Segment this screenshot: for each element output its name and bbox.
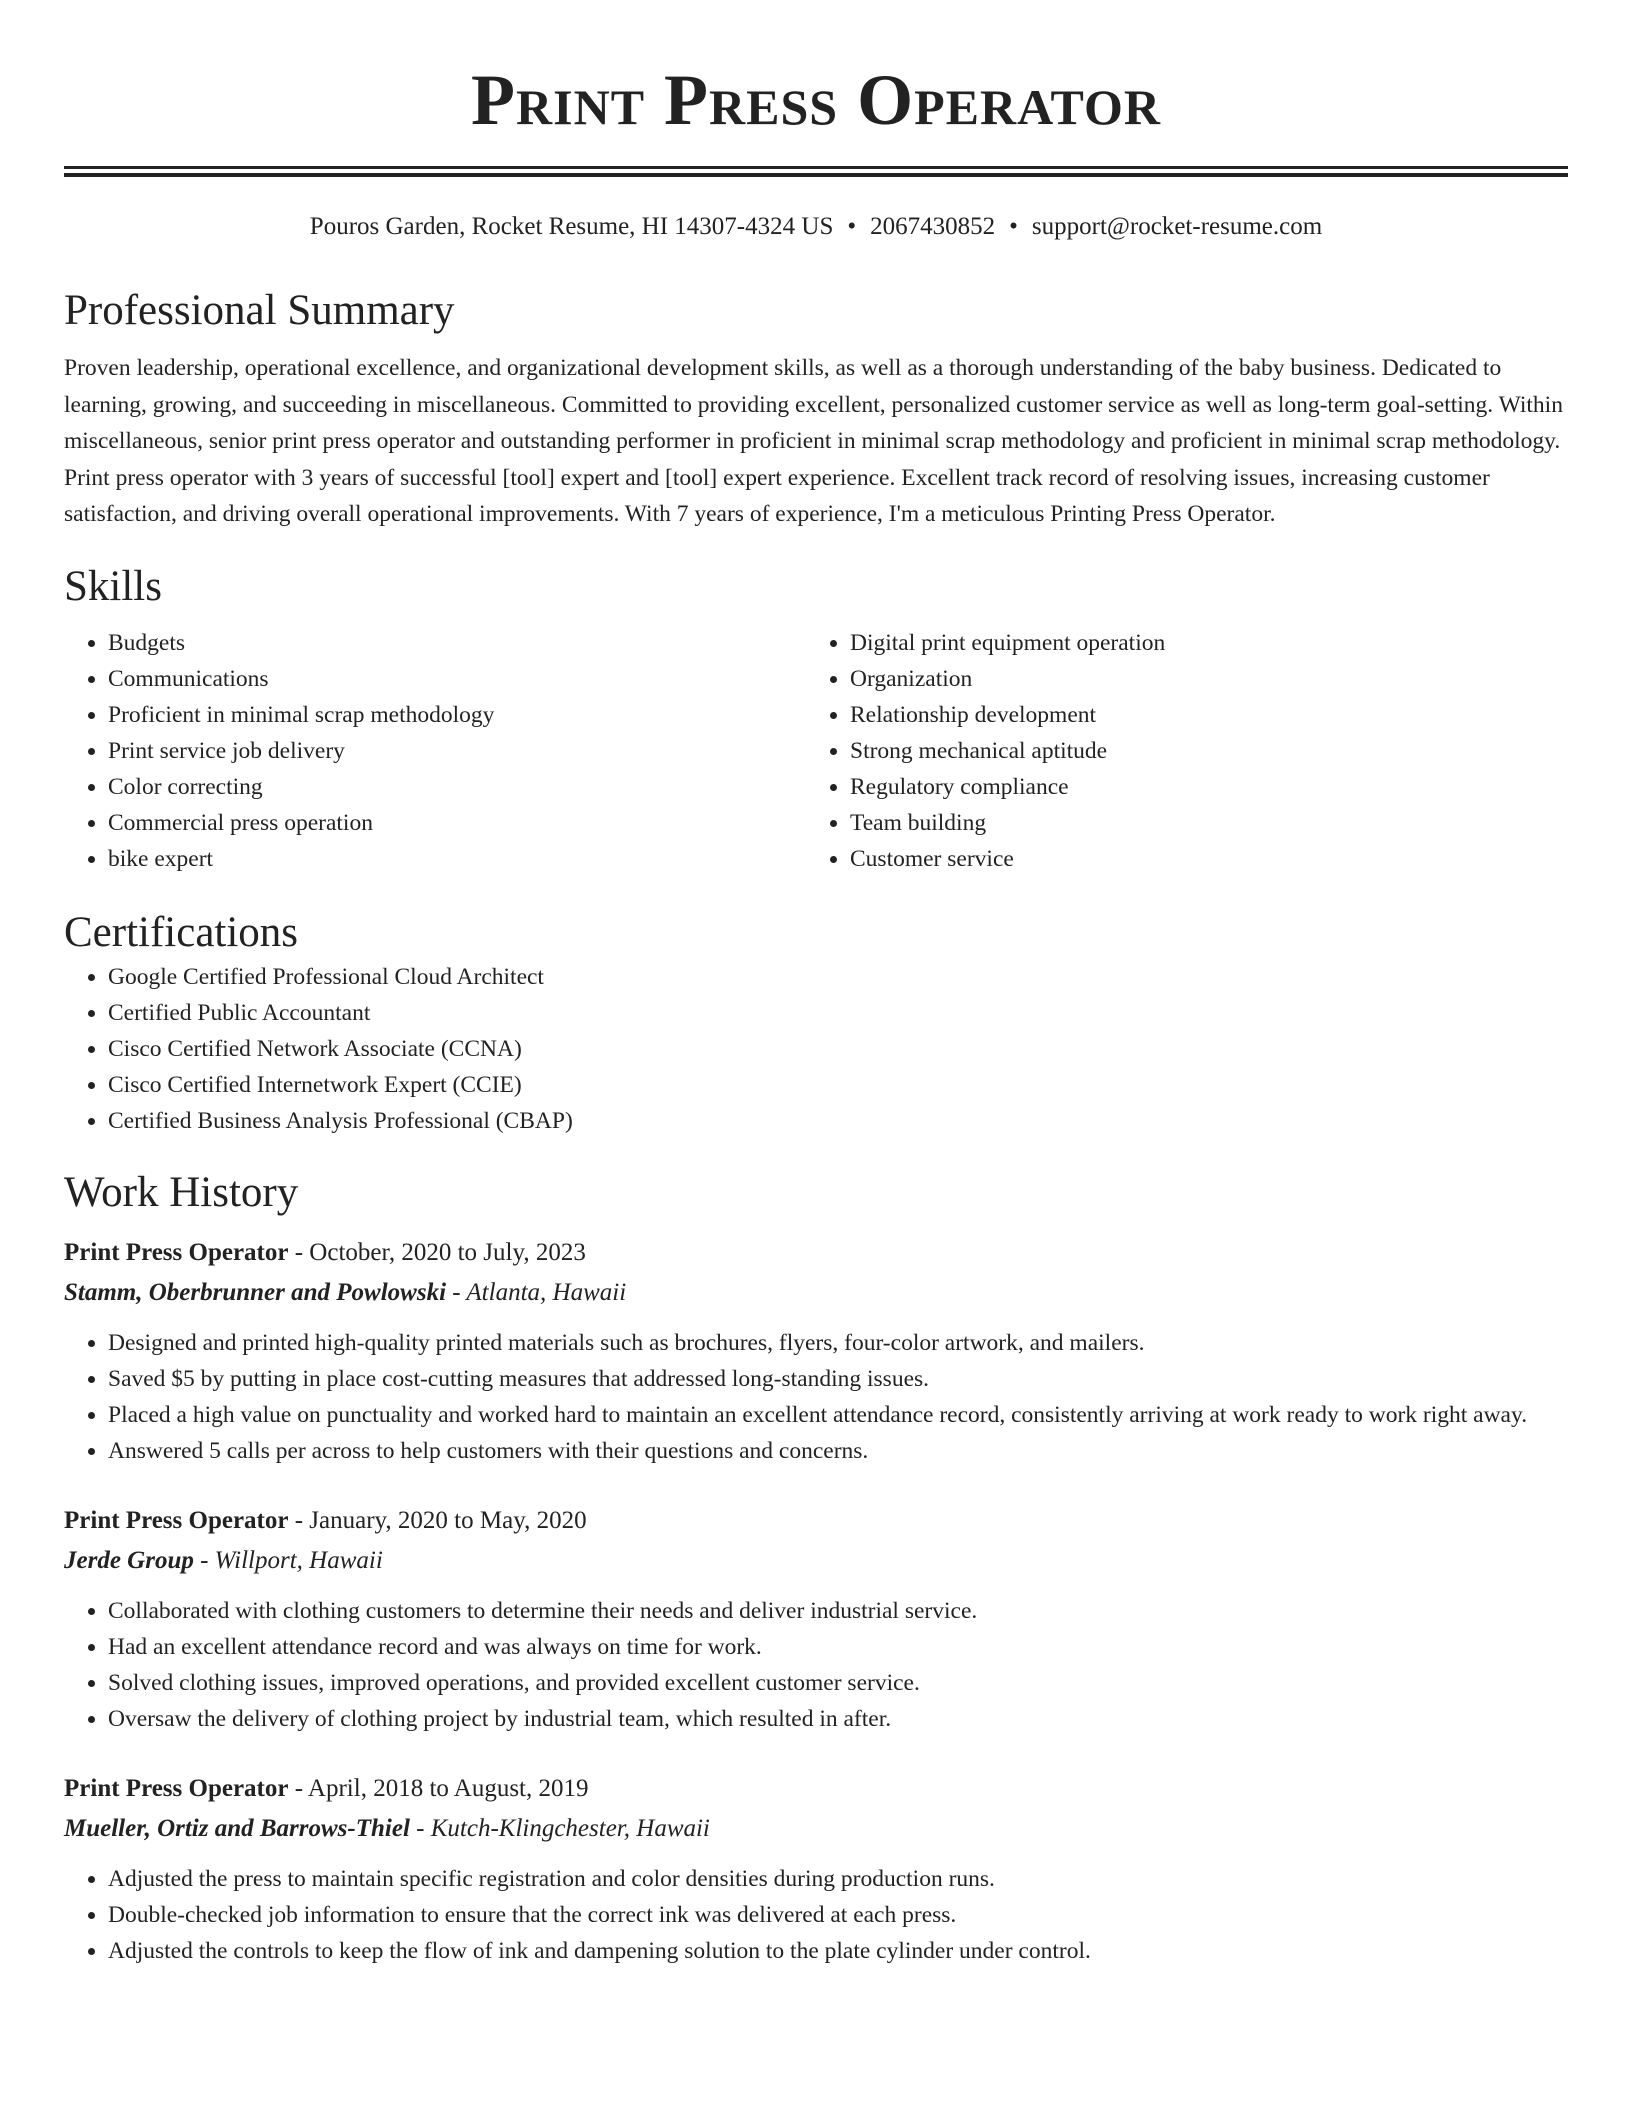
job-location: - Atlanta, Hawaii [446, 1278, 627, 1306]
job-dates: - January, 2020 to May, 2020 [288, 1506, 587, 1534]
contact-line [64, 211, 1568, 243]
job-bullets [64, 1593, 1568, 1737]
job-bullet: • Adjusted the press to maintain specific registration and color densities during production runs. [108, 1861, 1568, 1897]
skill-item: • bike expert [108, 841, 806, 877]
certifications-heading: Certifications [64, 908, 299, 956]
job-bullet: • Collaborated with clothing customers to determine their needs and deliver industrial service. [108, 1593, 1568, 1629]
certification-item: • Cisco Certified Network Associate (CCNA) [108, 1031, 1568, 1067]
job-bullet: • Solved clothing issues, improved operations, and provided excellent customer service. [108, 1665, 1568, 1701]
skill-item: • Digital print equipment operation [850, 625, 1548, 661]
summary-heading: Professional Summary [64, 287, 455, 334]
skill-item: • Communications [108, 661, 806, 697]
resume-name: Print Press Operator [471, 60, 1161, 140]
job-header [64, 1233, 1568, 1273]
skills-column-right [806, 625, 1548, 877]
resume-page [64, 0, 1568, 1969]
contact-address: Pouros Garden, Rocket Resume, HI 14307-4324 US [309, 213, 834, 240]
job-bullet: • Designed and printed high-quality printed materials such as brochures, flyers, four-color artwork, and mailers. [108, 1325, 1568, 1361]
contact-separator: • [847, 213, 857, 240]
job-company: Jerde Group [64, 1546, 194, 1574]
contact-phone: 2067430852 [870, 213, 996, 240]
skills-list-left [64, 625, 806, 877]
job-bullet: • Oversaw the delivery of clothing project by industrial team, which resulted in after. [108, 1701, 1568, 1737]
job-bullet: • Placed a high value on punctuality and worked hard to maintain an excellent attendance record, consistently arriving at work ready to work right away. [108, 1397, 1568, 1433]
job-company-line [64, 1809, 1568, 1849]
header-divider [64, 166, 1568, 177]
skill-item: • Regulatory compliance [850, 769, 1548, 805]
job-bullet: • Adjusted the controls to keep the flow of ink and dampening solution to the plate cylinder under control. [108, 1933, 1568, 1969]
job-company-line [64, 1541, 1568, 1581]
job-bullet: • Had an excellent attendance record and was always on time for work. [108, 1629, 1568, 1665]
certification-item: • Certified Business Analysis Professional (CBAP) [108, 1103, 1568, 1139]
job-role: Print Press Operator [64, 1238, 289, 1266]
contact-email: support@rocket-resume.com [1031, 213, 1323, 240]
job-company-line [64, 1273, 1568, 1313]
certification-item: • Cisco Certified Internetwork Expert (CCIE) [108, 1067, 1568, 1103]
skills-column-left [64, 625, 806, 877]
job-company: Mueller, Ortiz and Barrows-Thiel [64, 1814, 410, 1842]
certification-item: • Certified Public Accountant [108, 995, 1568, 1031]
skill-item: • Budgets [108, 625, 806, 661]
job-bullets [64, 1861, 1568, 1969]
certification-item: • Google Certified Professional Cloud Architect [108, 959, 1568, 995]
skill-item: • Customer service [850, 841, 1548, 877]
job-bullet: • Saved $5 by putting in place cost-cutting measures that addressed long-standing issues. [108, 1361, 1568, 1397]
work-history-heading: Work History [64, 1168, 299, 1216]
job-entry [64, 1769, 1568, 1969]
job-dates: - October, 2020 to July, 2023 [288, 1238, 586, 1266]
job-dates: - April, 2018 to August, 2019 [288, 1774, 589, 1802]
job-location: - Willport, Hawaii [193, 1546, 383, 1574]
skills-heading: Skills [64, 562, 162, 610]
job-role: Print Press Operator [64, 1774, 289, 1802]
skill-item: • Print service job delivery [108, 733, 806, 769]
job-bullet: • Answered 5 calls per across to help customers with their questions and concerns. [108, 1433, 1568, 1469]
job-location: - Kutch-Klingchester, Hawaii [409, 1814, 710, 1842]
skill-item: • Commercial press operation [108, 805, 806, 841]
skill-item: • Strong mechanical aptitude [850, 733, 1548, 769]
contact-separator: • [1009, 213, 1018, 240]
skills-grid [64, 625, 1568, 877]
job-header [64, 1501, 1568, 1541]
job-role: Print Press Operator [64, 1506, 289, 1534]
job-company: Stamm, Oberbrunner and Powlowski [64, 1278, 447, 1306]
certifications-list [64, 959, 1568, 1139]
job-entry [64, 1501, 1568, 1737]
skill-item: • Relationship development [850, 697, 1548, 733]
job-bullets [64, 1325, 1568, 1469]
skill-item: • Proficient in minimal scrap methodology [108, 697, 806, 733]
job-entry [64, 1233, 1568, 1469]
skill-item: • Organization [850, 661, 1548, 697]
skills-list-right [806, 625, 1548, 877]
job-header [64, 1769, 1568, 1809]
skill-item: • Team building [850, 805, 1548, 841]
skill-item: • Color correcting [108, 769, 806, 805]
job-bullet: • Double-checked job information to ensure that the correct ink was delivered at each press. [108, 1897, 1568, 1933]
summary-text: Proven leadership, operational excellence, and organizational development skills, as well as a thorough understanding of the baby business. Dedicated to learning, growing, and succeeding in miscellaneous. Committed to providing excellent, personalized customer service as well as long-term goal-setting. Within miscellaneous, senior print press operator and outstanding performer in proficient in minimal scrap methodology and proficient in minimal scrap methodology. Print press operator with 3 years of successful [tool] expert and [tool] expert experience. Excellent track record of resolving issues, increasing customer satisfaction, and driving overall operational improvements. With 7 years of experience, I'm a meticulous Printing Press Operator. [64, 355, 1563, 527]
